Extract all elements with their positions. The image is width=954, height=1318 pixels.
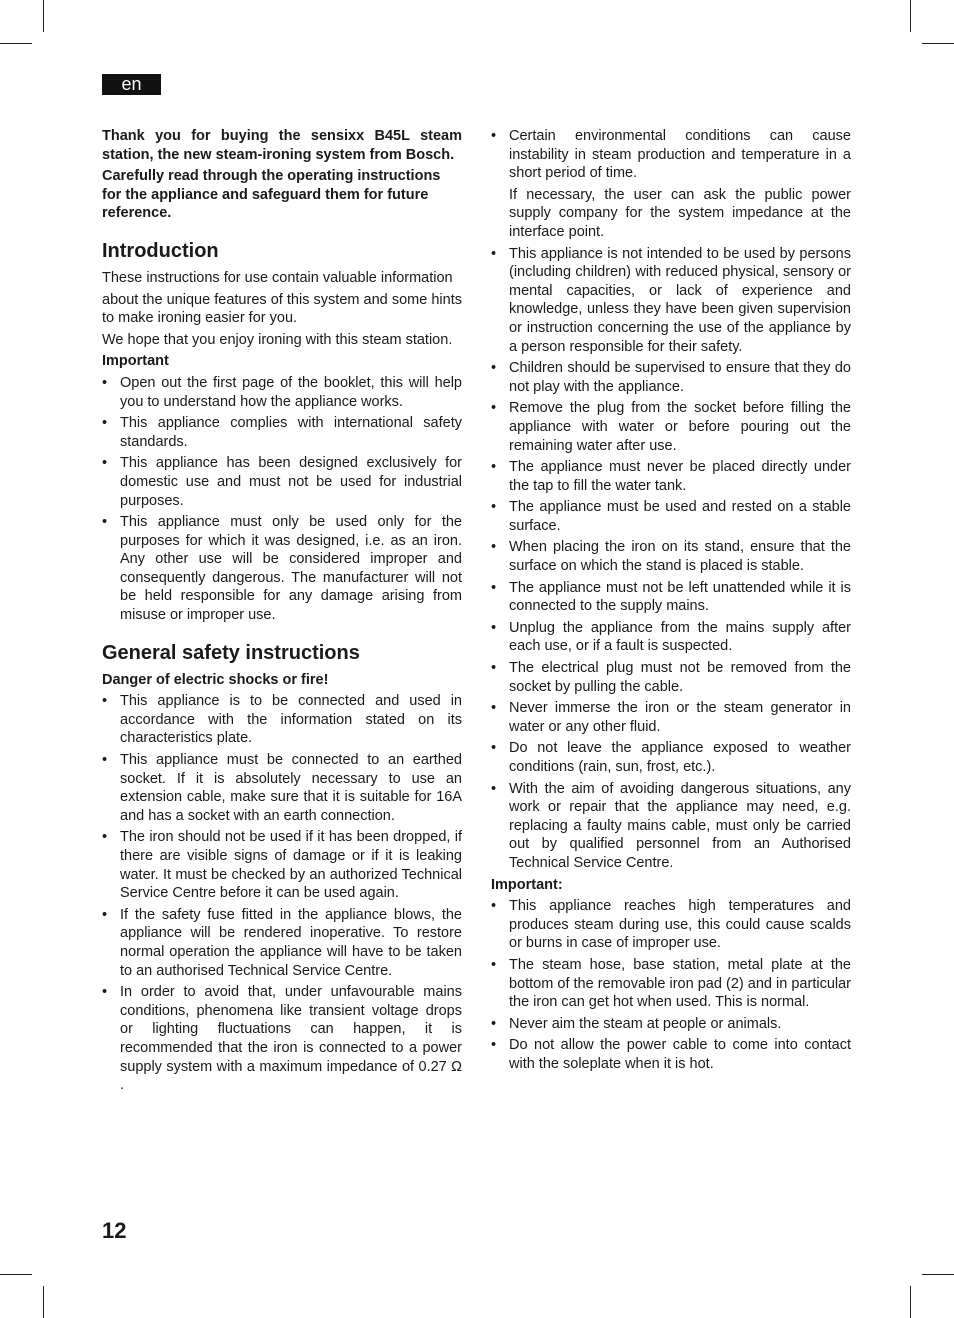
- bullet-icon: •: [102, 455, 108, 472]
- read-instructions-paragraph: Carefully read through the operating instructions for the appliance and safeguard them for future reference.: [102, 168, 441, 222]
- bullet-icon: •: [102, 752, 108, 769]
- danger-label: Danger of electric shocks or fire!: [102, 671, 329, 688]
- language-tab: en: [102, 74, 161, 95]
- important-label: Important: [102, 353, 169, 370]
- safety-heading: General safety instructions: [102, 641, 360, 664]
- list-item: • The iron should not be used if it has been dropped, if there are visible signs of damage or if it is leaking water. It must be checked by an authorized Technical Service Centre before it can be used again.: [102, 829, 462, 902]
- safety-bullet-list: [102, 692, 462, 1094]
- bullet-icon: •: [491, 956, 497, 973]
- safety-bullet-list-continued: [491, 245, 851, 873]
- bullet-icon: •: [491, 459, 497, 476]
- intro-paragraph: about the unique features of this system and some hints to make ironing easier for you.: [102, 291, 462, 327]
- list-item: • Certain environmental conditions can cause instability in steam production and temperature in a short period of time.: [491, 128, 851, 182]
- crop-mark: [922, 1274, 954, 1275]
- list-item: • This appliance complies with international safety standards.: [102, 415, 462, 450]
- bullet-icon: •: [102, 514, 108, 531]
- right-column: [491, 127, 851, 1077]
- safety-bullet-list-continued: [491, 127, 851, 183]
- crop-mark: [922, 43, 954, 44]
- bullet-icon: •: [491, 660, 497, 677]
- bullet-icon: •: [491, 400, 497, 417]
- list-item: • This appliance must be connected to an earthed socket. If it is absolutely necessary to use an extension cable, make sure that it is suitable for 16A and has a socket with an earth connection.: [102, 752, 462, 824]
- bullet-icon: •: [491, 898, 497, 915]
- list-item: • The appliance must never be placed directly under the tap to fill the water tank.: [491, 459, 851, 494]
- list-item: • This appliance is to be connected and used in accordance with the information stated on its characteristics plate.: [102, 693, 462, 747]
- list-item: • The appliance must be used and rested on a stable surface.: [491, 499, 851, 534]
- bullet-icon: •: [102, 829, 108, 846]
- list-item: • The appliance must not be left unattended while it is connected to the supply mains.: [491, 579, 851, 615]
- important-label: Important:: [491, 876, 563, 893]
- list-item: • This appliance must only be used only for the purposes for which it was designed, i.e. as an iron. Any other use will be considered improper and consequently dangerous. The manufacturer will not be held responsible for any damage arising from misuse or improper use.: [102, 514, 462, 624]
- bullet-icon: •: [102, 374, 108, 391]
- list-item: • This appliance is not intended to be used by persons (including children) with reduced physical, sensory or mental capacities, or lack of experience and knowledge, unless they have been given supervision or instruction concerning the use of the appliance by a person responsible for their safety.: [491, 245, 851, 355]
- list-item: • Unplug the appliance from the mains supply after each use, or if a fault is suspected.: [491, 619, 851, 655]
- intro-paragraph: These instructions for use contain valuable information: [102, 269, 453, 286]
- bullet-icon: •: [491, 740, 497, 757]
- important-bullet-list: [491, 897, 851, 1073]
- list-item: • In order to avoid that, under unfavourable mains conditions, phenomena like transient voltage drops or lighting fluctuations can happen, it is recommended that the iron is connected to a power supply system with a maximum impedance of 0.27 Ω .: [102, 984, 462, 1094]
- bullet-icon: •: [491, 1015, 497, 1032]
- bullet-icon: •: [491, 1037, 497, 1054]
- list-item: • Never aim the steam at people or animals.: [491, 1015, 782, 1032]
- crop-mark: [43, 0, 44, 32]
- crop-mark: [910, 1286, 911, 1318]
- bullet-icon: •: [102, 906, 108, 923]
- intro-paragraph: We hope that you enjoy ironing with this steam station.: [102, 331, 453, 348]
- list-item: • Children should be supervised to ensure that they do not play with the appliance.: [491, 360, 851, 395]
- list-item: • Never immerse the iron or the steam generator in water or any other fluid.: [491, 700, 851, 735]
- bullet-icon: •: [491, 700, 497, 717]
- crop-mark: [43, 1286, 44, 1318]
- crop-mark: [910, 0, 911, 32]
- list-item: • When placing the iron on its stand, ensure that the surface on which the stand is placed is stable.: [491, 539, 851, 575]
- list-item: • Remove the plug from the socket before filling the appliance with water or before pouring out the remaining water after use.: [491, 400, 851, 454]
- list-item: • The electrical plug must not be removed from the socket by pulling the cable.: [491, 660, 851, 695]
- bullet-icon: •: [102, 984, 108, 1001]
- list-item: • Do not leave the appliance exposed to weather conditions (rain, sun, frost, etc.).: [491, 740, 851, 775]
- introduction-heading: Introduction: [102, 239, 219, 262]
- bullet-icon: •: [491, 780, 497, 797]
- crop-mark: [0, 1274, 32, 1275]
- bullet-icon: •: [491, 579, 497, 596]
- list-item: • If the safety fuse fitted in the appliance blows, the appliance will be rendered inoperative. To restore normal operation the appliance will have to be taken to an authorised Technical Service Centre.: [102, 906, 462, 979]
- list-item: • Do not allow the power cable to come into contact with the soleplate when it is hot.: [491, 1037, 851, 1072]
- impedance-note: If necessary, the user can ask the public power supply company for the system impedance at the interface point.: [509, 186, 851, 240]
- list-item: • The steam hose, base station, metal plate at the bottom of the removable iron pad (2) and in particular the iron can get hot when used. This is normal.: [491, 956, 851, 1011]
- crop-mark: [0, 43, 32, 44]
- bullet-icon: •: [491, 619, 497, 636]
- bullet-icon: •: [102, 693, 108, 710]
- bullet-icon: •: [491, 360, 497, 377]
- page-number: 12: [102, 1218, 127, 1243]
- list-item: • This appliance has been designed exclusively for domestic use and must not be used for industrial purposes.: [102, 455, 462, 509]
- bullet-icon: •: [491, 245, 497, 262]
- list-item: • This appliance reaches high temperatures and produces steam during use, this could cause scalds or burns in case of improper use.: [491, 898, 851, 952]
- bullet-icon: •: [491, 128, 497, 144]
- thanks-paragraph: Thank you for buying the sensixx B45L steam station, the new steam-ironing system from Bosch.: [102, 128, 462, 163]
- intro-bullet-list: [102, 374, 462, 625]
- bullet-icon: •: [491, 499, 497, 516]
- bullet-icon: •: [102, 415, 108, 432]
- bullet-icon: •: [491, 539, 497, 556]
- list-item: • Open out the first page of the booklet, this will help you to understand how the appliance works.: [102, 374, 462, 410]
- list-item: • With the aim of avoiding dangerous situations, any work or repair that the appliance may need, e.g. replacing a faulty mains cable, must only be carried out by qualified personnel from an Authorised Technical Service Centre.: [491, 780, 851, 871]
- left-column: [102, 127, 462, 1098]
